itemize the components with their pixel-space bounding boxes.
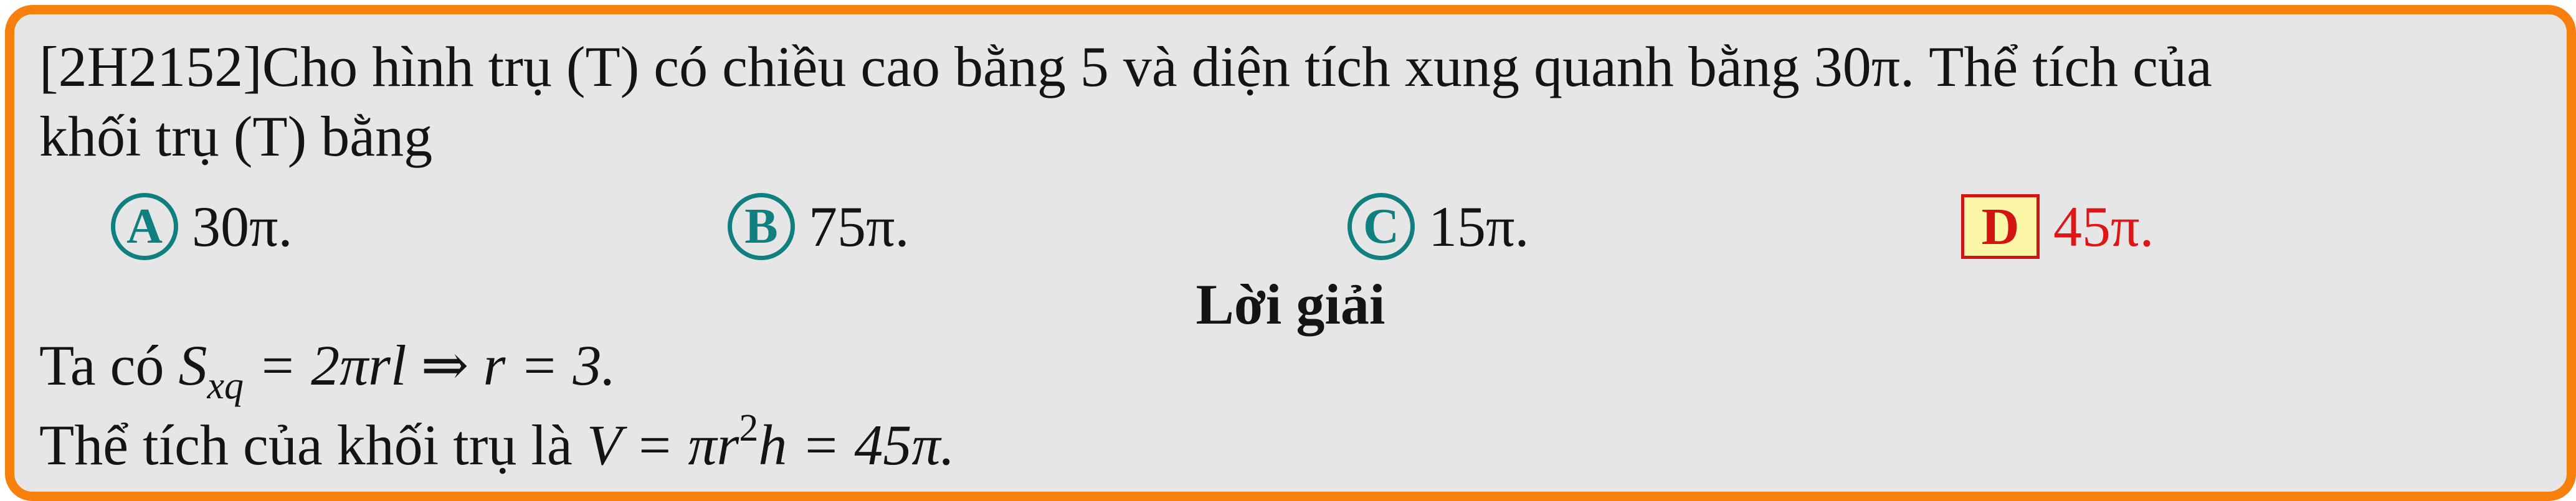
solution-line-2 [39, 407, 955, 477]
option-d-marker: D [1961, 194, 2040, 259]
option-d-text: 45π. [2053, 195, 2154, 258]
option-c[interactable] [1347, 192, 1529, 261]
question-card [5, 5, 2576, 501]
option-b[interactable] [728, 192, 909, 261]
solution-line-1-subscript: xq [207, 365, 244, 407]
option-d-correct[interactable] [1961, 192, 2154, 261]
option-a[interactable] [111, 192, 292, 261]
question-line-2: khối trụ (T) bằng [39, 105, 433, 168]
option-c-text: 15π. [1428, 195, 1529, 258]
solution-line-2-superscript: 2 [739, 407, 759, 449]
solution-heading: Lời giải [1195, 273, 1385, 336]
solution-line-2-formula-a: V = πr [586, 413, 739, 477]
solution-line-1-prefix: Ta có [39, 334, 179, 397]
option-c-marker: C [1347, 193, 1415, 260]
solution-line-2-prefix: Thể tích của khối trụ là [39, 413, 587, 477]
option-b-text: 75π. [809, 195, 910, 258]
option-a-text: 30π. [192, 195, 293, 258]
solution-line-1-rest: = 2πrl ⇒ r = 3. [243, 334, 616, 397]
option-b-marker: B [728, 193, 795, 260]
option-a-marker: A [111, 193, 178, 260]
solution-line-1-symbol: S [178, 334, 207, 397]
solution-line-1 [39, 334, 616, 407]
solution-line-2-formula-b: h = 45π. [758, 413, 955, 477]
question-line-1: [2H2152]Cho hình trụ (T) có chiều cao bằng 5 và diện tích xung quanh bằng 30π. Thể tích của [39, 35, 2212, 98]
